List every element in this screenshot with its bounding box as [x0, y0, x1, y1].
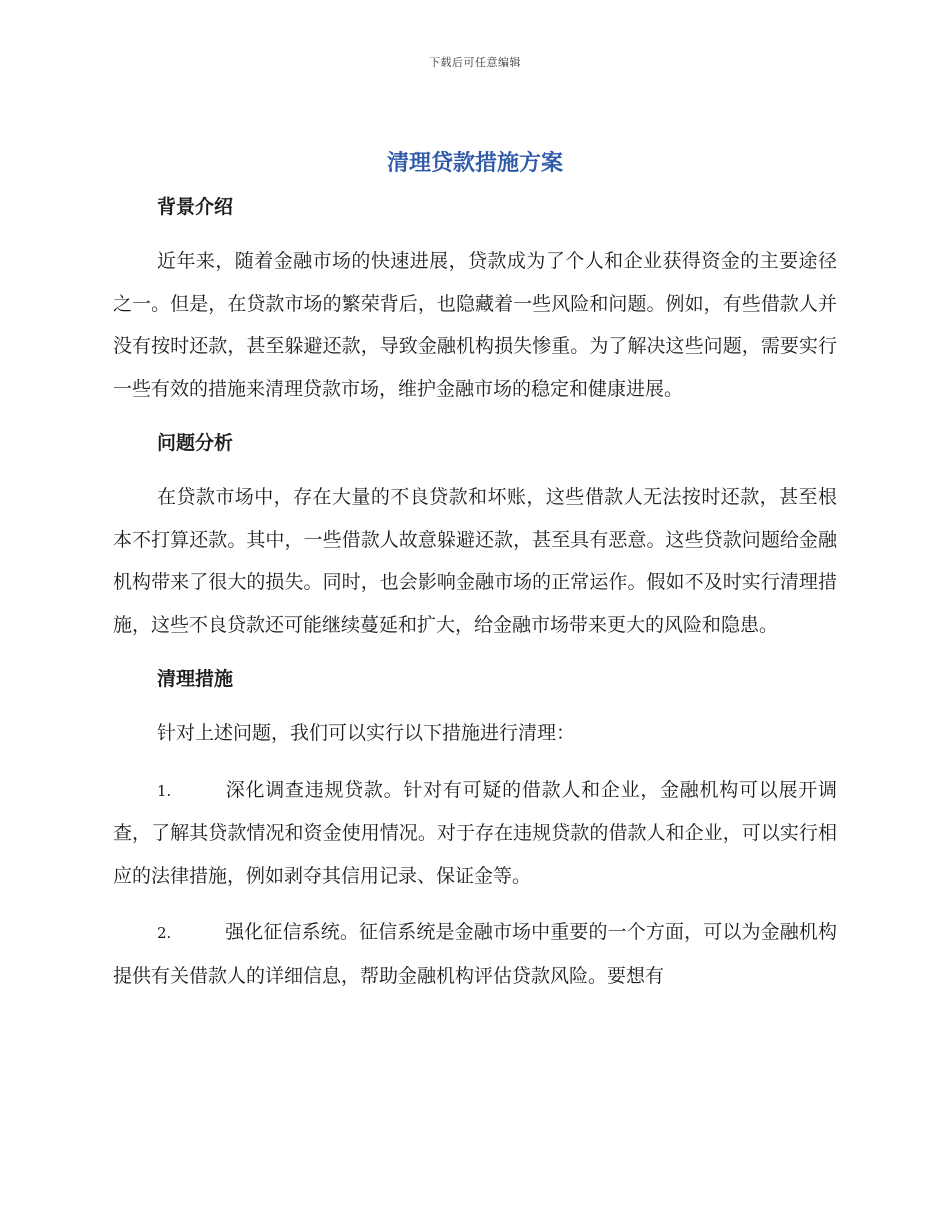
header-note: 下载后可任意编辑 [429, 56, 521, 69]
section-heading: 清理措施 [157, 668, 234, 690]
section-problem-analysis [113, 424, 837, 646]
paragraph: 近年来，随着金融市场的快速进展，贷款成为了个人和企业获得资金的主要途径之一。但是，在贷款市场的繁荣背后，也隐藏着一些风险和问题。例如，有些借款人并没有按时还款，甚至躲避还款，导致金融机构损失惨重。为了解决这些问题，需要实行一些有效的措施来清理贷款市场，维护金融市场的稳定和健康进展。 [113, 250, 837, 400]
paragraph: 在贷款市场中，存在大量的不良贷款和坏账，这些借款人无法按时还款，甚至根本不打算还款。其中，一些借款人故意躲避还款，甚至具有恶意。这些贷款问题给金融机构带来了很大的损失。同时，也会影响金融市场的正常运作。假如不及时实行清理措施，这些不良贷款还可能继续蔓延和扩大，给金融市场带来更大的风险和隐患。 [113, 486, 837, 636]
list-number: 1. [157, 781, 172, 800]
document-body [113, 188, 837, 1011]
list-item [113, 769, 837, 898]
section-heading: 问题分析 [157, 432, 234, 454]
section-background [113, 188, 837, 410]
section-heading: 背景介绍 [157, 196, 234, 218]
paragraph: 针对上述问题，我们可以实行以下措施进行清理： [157, 722, 576, 744]
section-cleanup-measures [113, 660, 837, 997]
list-number: 2. [157, 924, 172, 942]
list-item [113, 911, 837, 997]
list-item-text: 强化征信系统。征信系统是金融市场中重要的一个方面，可以为金融机构提供有关借款人的详细信息，帮助金融机构评估贷款风险。要想有 [113, 921, 837, 987]
list-item-text: 深化调查违规贷款。针对有可疑的借款人和企业，金融机构可以展开调查，了解其贷款情况和资金使用情况。对于存在违规贷款的借款人和企业，可以实行相应的法律措施，例如剥夺其信用记录、保证金等。 [113, 778, 837, 887]
document-title: 清理贷款措施方案 [386, 151, 563, 176]
